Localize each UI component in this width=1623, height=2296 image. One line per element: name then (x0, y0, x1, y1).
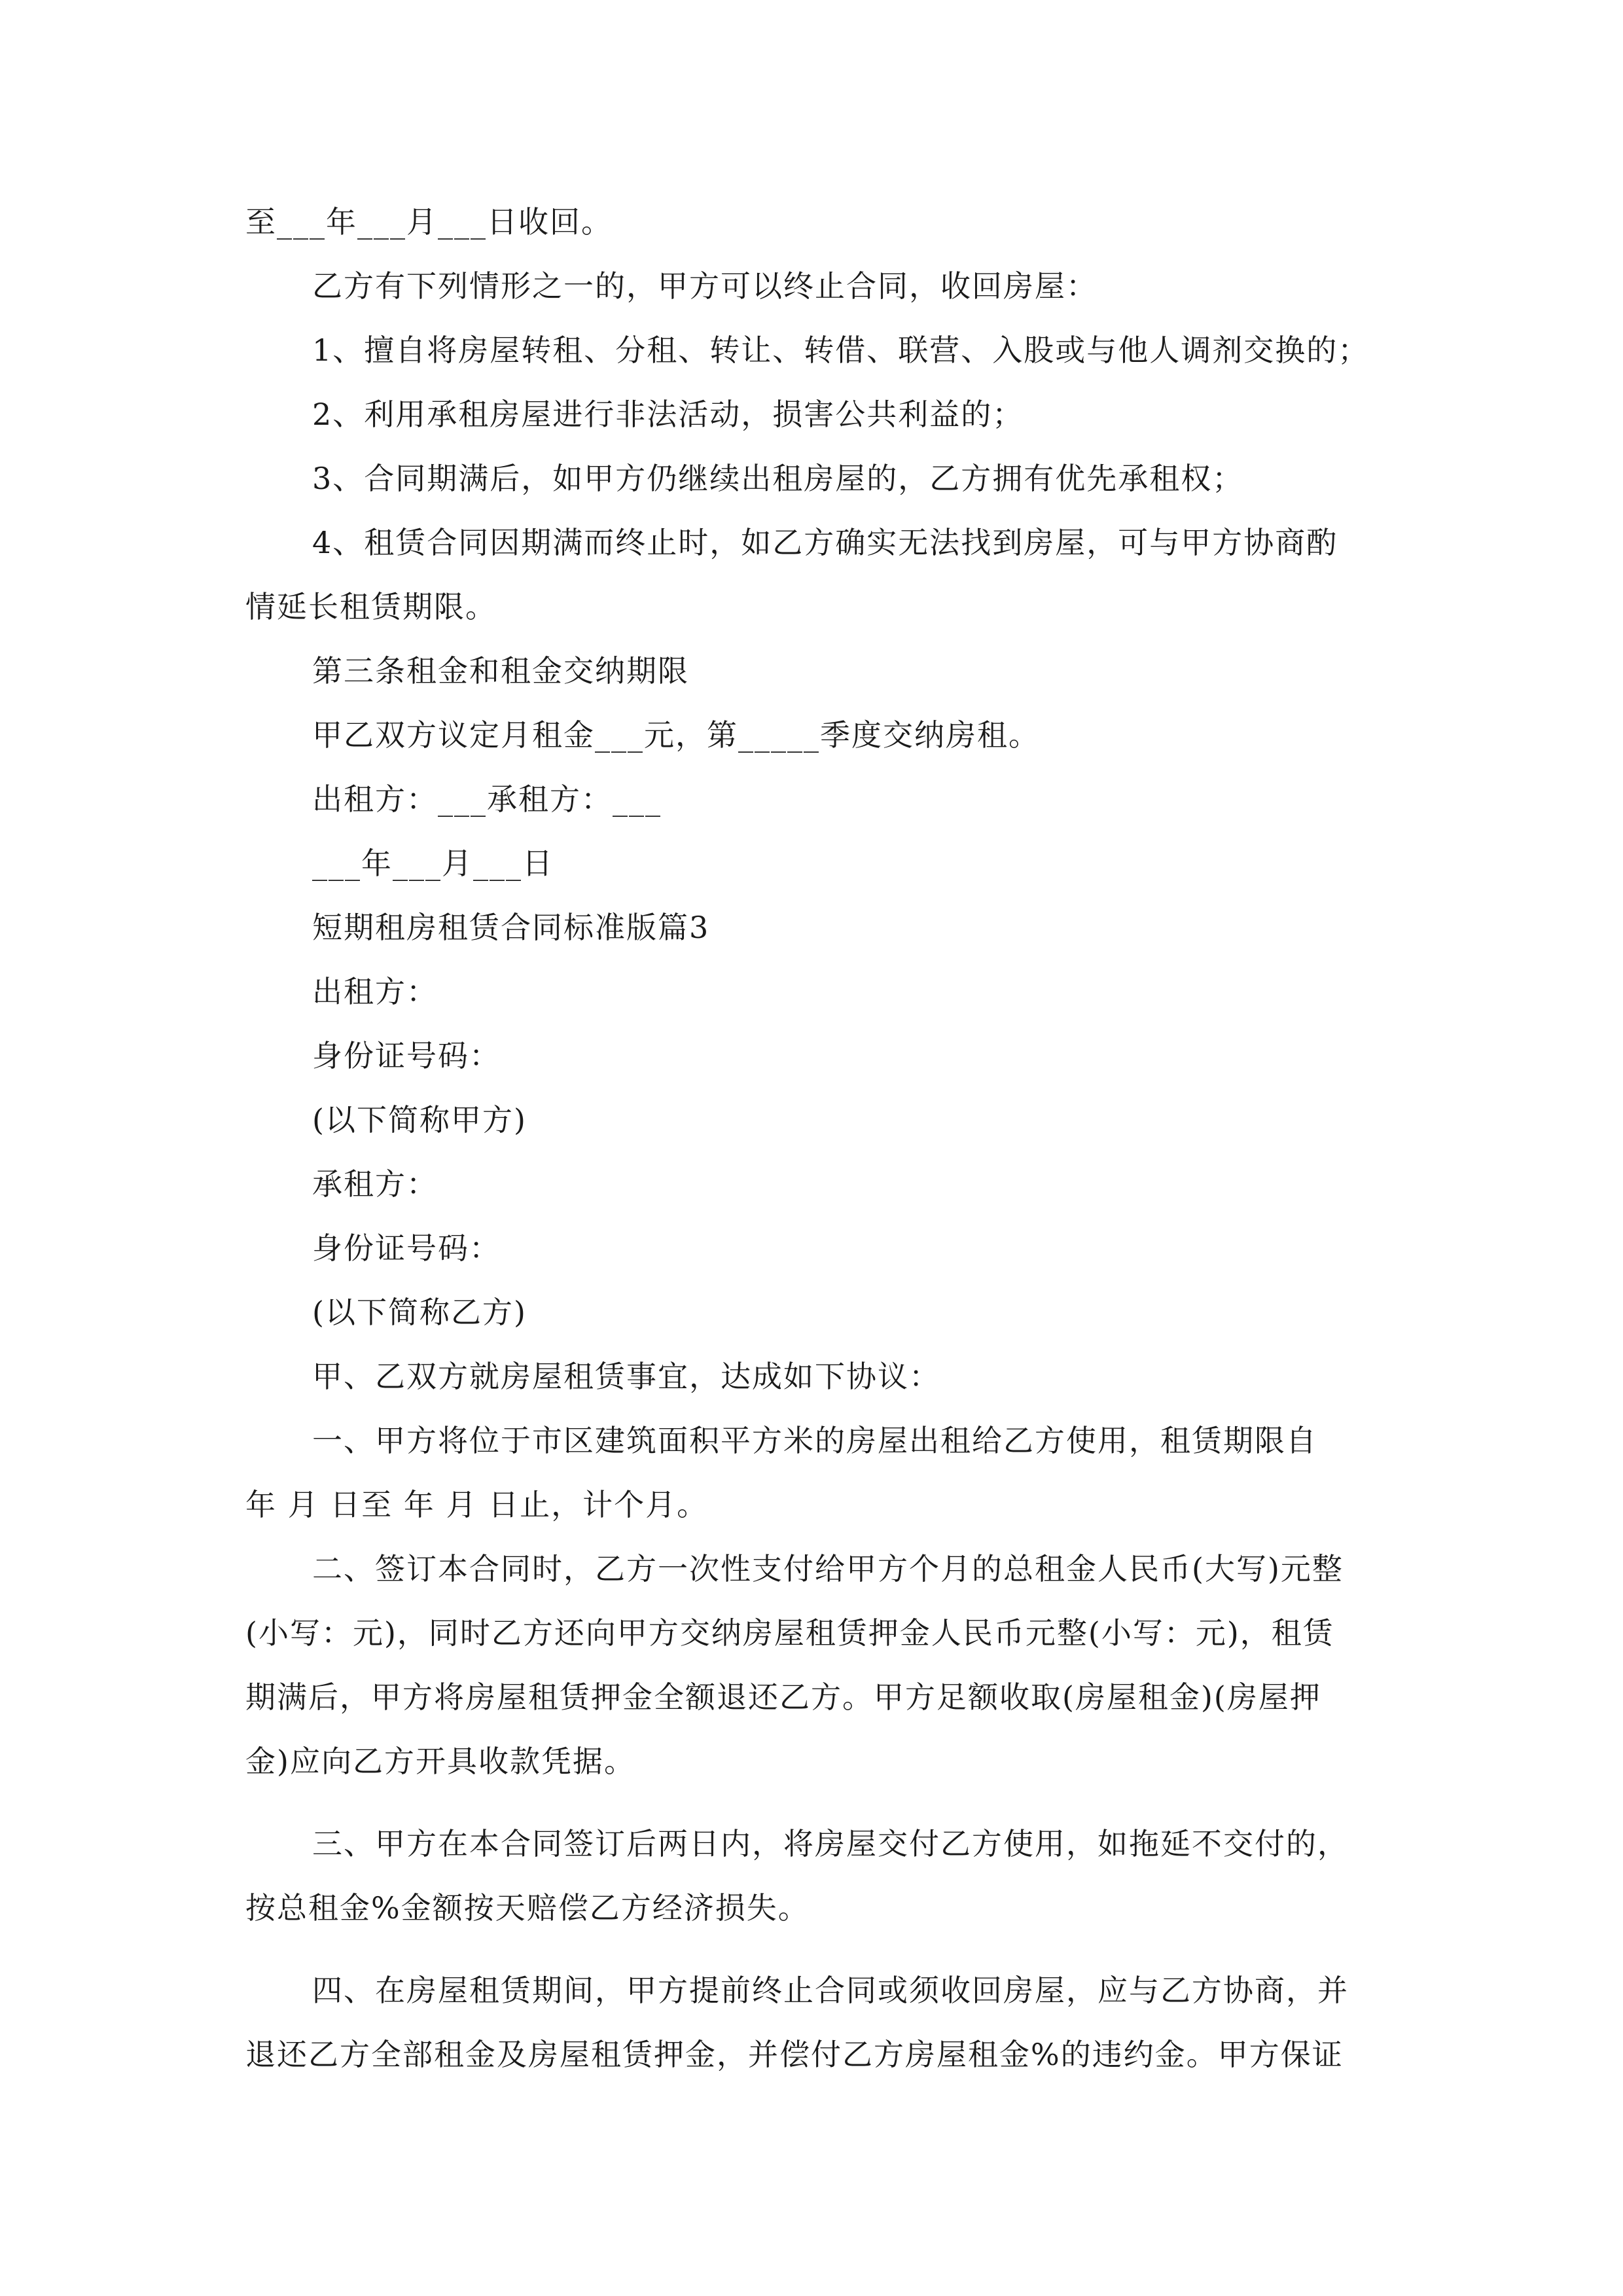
text-line: 四、在房屋租赁期间，甲方提前终止合同或须收回房屋，应与乙方协商，并 (312, 1973, 1349, 2008)
text-line: (以下简称乙方) (312, 1295, 527, 1330)
section-heading: 第三条租金和租金交纳期限 (312, 653, 689, 689)
text-line: (小写：元)，同时乙方还向甲方交纳房屋租赁押金人民币元整(小写：元)，租赁 (245, 1615, 1334, 1651)
text-line: 期满后，甲方将房屋租赁押金全额退还乙方。甲方足额收取(房屋租金)(房屋押 (245, 1679, 1321, 1715)
text-line: 身份证号码： (312, 1038, 501, 1073)
article-title: 短期租房租赁合同标准版篇3 (312, 910, 710, 945)
text-line: 2、利用承租房屋进行非法活动，损害公共利益的； (312, 397, 1024, 432)
text-line: 甲、乙双方就房屋租赁事宜，达成如下协议： (312, 1359, 940, 1394)
text-line: 年 月 日至 年 月 日止，计个月。 (245, 1487, 709, 1522)
text-line: 二、签订本合同时，乙方一次性支付给甲方个月的总租金人民币(大写)元整 (312, 1551, 1344, 1587)
text-line: 退还乙方全部租金及房屋租赁押金，并偿付乙方房屋租金%的违约金。甲方保证 (245, 2037, 1344, 2072)
contract-text (245, 190, 1378, 2087)
signature-line: 出租方：___承租方：___ (312, 781, 662, 817)
text-line: 金)应向乙方开具收款凭据。 (245, 1744, 635, 1779)
text-line: 一、甲方将位于市区建筑面积平方米的房屋出租给乙方使用，租赁期限自 (312, 1423, 1317, 1458)
text-line: 按总租金%金额按天赔偿乙方经济损失。 (245, 1890, 810, 1926)
text-line: (以下简称甲方) (312, 1102, 527, 1138)
text-line: 甲乙双方议定月租金___元，第_____季度交纳房租。 (312, 717, 1040, 753)
text-line: 承租方： (312, 1166, 438, 1202)
text-line: 三、甲方在本合同签订后两日内，将房屋交付乙方使用，如拖延不交付的， (312, 1826, 1349, 1861)
text-line: 1、擅自将房屋转租、分租、转让、转借、联营、入股或与他人调剂交换的； (312, 332, 1370, 368)
text-line: 乙方有下列情形之一的，甲方可以终止合同，收回房屋： (312, 268, 1097, 304)
text-line: 至___年___月___日收回。 (245, 204, 613, 240)
text-line: 4、租赁合同因期满而终止时，如乙方确实无法找到房屋，可与甲方协商酌 (312, 525, 1338, 560)
date-line: ___年___月___日 (312, 846, 554, 881)
text-line: 情延长租赁期限。 (245, 589, 497, 624)
paragraph-gap (245, 1793, 1378, 1812)
text-line: 身份证号码： (312, 1230, 501, 1266)
text-line: 出租方： (312, 974, 438, 1009)
paragraph-gap (245, 1940, 1378, 1958)
text-line: 3、合同期满后，如甲方仍继续出租房屋的，乙方拥有优先承租权； (312, 461, 1244, 496)
